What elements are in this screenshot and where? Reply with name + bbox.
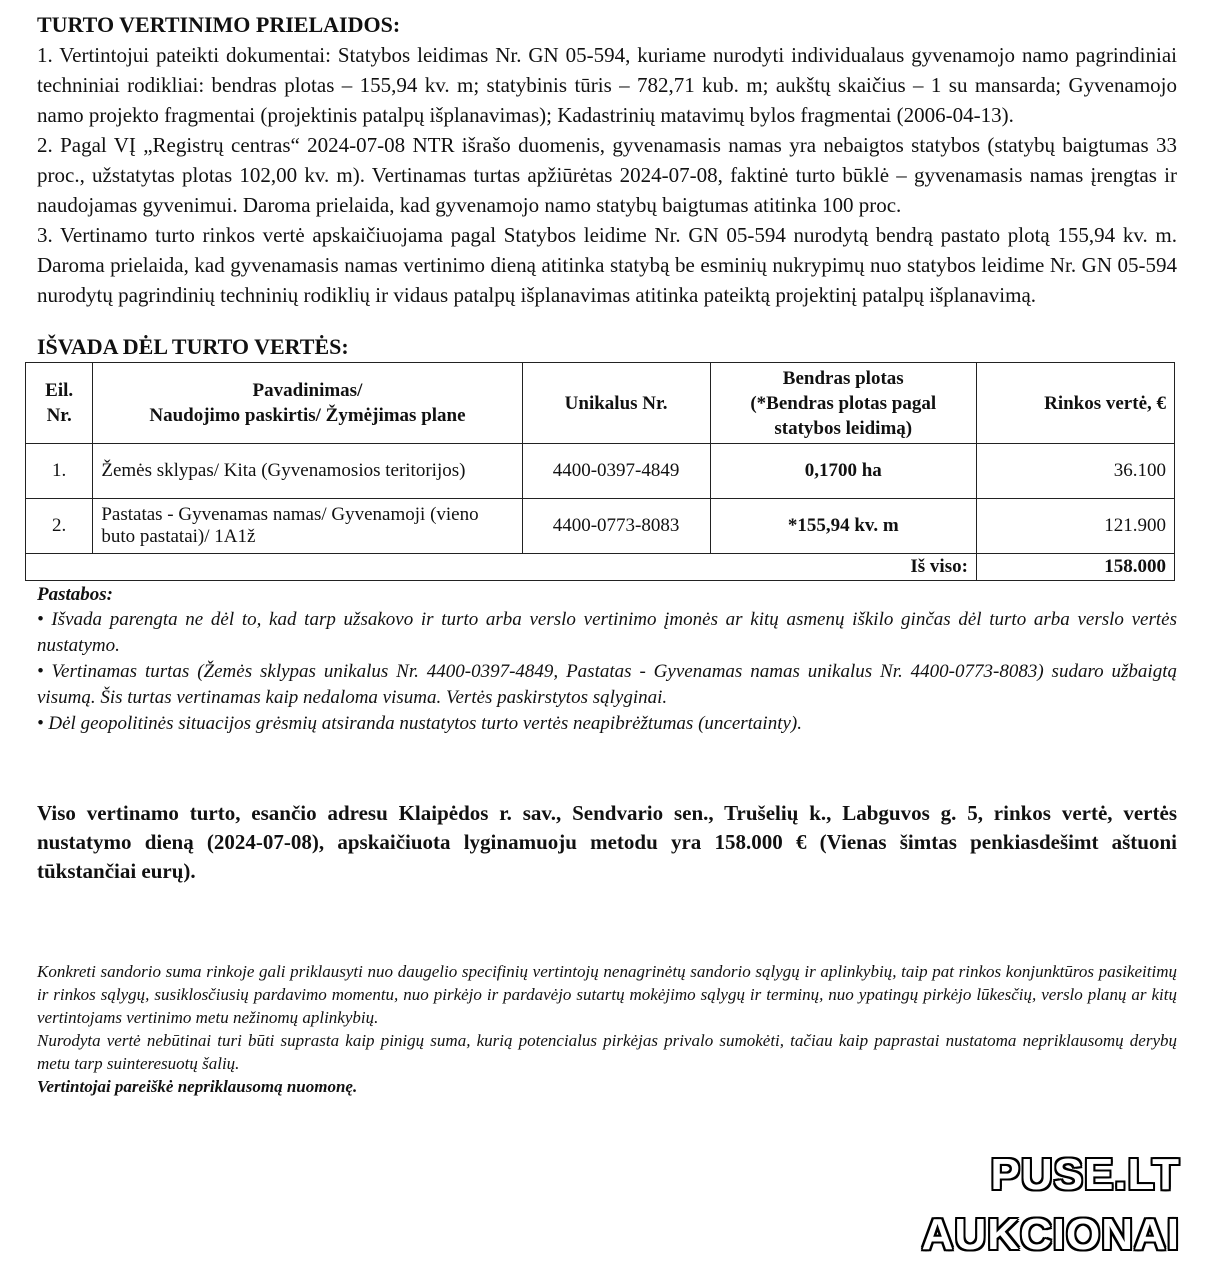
row-area: 0,1700 ha xyxy=(710,444,976,499)
note-2: • Vertinamas turtas (Žemės sklypas unikalus Nr. 4400-0397-4849, Pastatas - Gyvenamas namas unikalus Nr. 4400-0773-8083) sudaro užbaigtą visumą. Šis turtas vertinamas kaip nedaloma visuma. Vertės paskirstytos sąlyginai. xyxy=(37,661,1177,708)
header-area: Bendras plotas (*Bendras plotas pagal statybos leidimą) xyxy=(710,363,976,444)
row-value: 36.100 xyxy=(976,444,1174,499)
table-header-row xyxy=(26,363,1175,444)
header-value: Rinkos vertė, € xyxy=(976,363,1174,444)
valuation-table xyxy=(25,362,1175,581)
row-value: 121.900 xyxy=(976,499,1174,554)
total-label: Iš viso: xyxy=(26,554,977,581)
assumption-2: 2. Pagal VĮ „Registrų centras“ 2024-07-08 NTR išrašo duomenis, gyvenamasis namas yra nebaigtos statybos (statybų baigtumas 33 proc., užstatytas plotas 102,00 kv. m). Vertinamas turtas apžiūrėtas 2024-07-08, faktinė turto būklė – gyvenamasis namas įrengtas ir naudojamas gyvenimui. Daroma prielaida, kad gyvenamojo namo statybų baigtumas atitinka 100 proc. xyxy=(37,133,1177,217)
table-row xyxy=(26,444,1175,499)
row-uid: 4400-0773-8083 xyxy=(522,499,710,554)
valuation-conclusion: Viso vertinamo turto, esančio adresu Klaipėdos r. sav., Sendvario sen., Trušelių k., Labguvos g. 5, rinkos vertė, vertės nustatymo dieną (2024-07-08), apskaičiuota lyginamuoju metodu yra 158.000 € (Vienas šimtas penkiasdešimt aštuoni tūkstančiai eurų). xyxy=(37,801,1177,883)
row-nr: 2. xyxy=(26,499,93,554)
row-area: *155,94 kv. m xyxy=(710,499,976,554)
note-1: • Išvada parengta ne dėl to, kad tarp užsakovo ir turto arba verslo vertinimo įmonės ar kitų asmenų iškilo ginčas dėl turto arba verslo vertės nustatymo. xyxy=(37,609,1177,656)
document-page xyxy=(37,10,1177,1098)
row-uid: 4400-0397-4849 xyxy=(522,444,710,499)
disclaimer-3: Vertintojai pareiškė nepriklausomą nuomonę. xyxy=(37,1077,358,1096)
row-name: Žemės sklypas/ Kita (Gyvenamosios teritorijos) xyxy=(93,444,522,499)
assumption-3: 3. Vertinamo turto rinkos vertė apskaičiuojama pagal Statybos leidime Nr. GN 05-594 nurodytą bendrą pastato plotą 155,94 kv. m. Daroma prielaida, kad gyvenamasis namas vertinimo dieną atitinka statybą be esminių nukrypimų nuo statybos leidime Nr. GN 05-594 nurodytų pagrindinių techninių rodiklių ir vidaus patalpų išplanavimas atitinka pateiktą projektinį patalpų išplanavimą. xyxy=(37,223,1177,307)
notes-title: Pastabos: xyxy=(37,584,113,605)
watermark-aukcionai: AUKCIONAI xyxy=(921,1210,1180,1259)
disclaimer-2: Nurodyta vertė nebūtinai turi būti suprasta kaip pinigų suma, kurią potencialus pirkėjas privalo sumokėti, tačiau kaip paprastai nustatoma nepriklausomų derybų metu tarp suinteresuotų šalių. xyxy=(37,1031,1177,1073)
table-row xyxy=(26,499,1175,554)
disclaimer-1: Konkreti sandorio suma rinkoje gali priklausyti nuo daugelio specifinių vertintojų nenagrinėtų sandorio sąlygų ir aplinkybių, taip pat rinkos konjunktūros pasikeitimų ir rinkos sąlygų, susiklosčiusių pardavimo momentu, nuo pirkėjo ir pardavėjo sutartų mokėjimo sąlygų ir terminų, nuo ypatingų pirkėjo lūkesčių, verslo planų ar kitų vertintojams vertinimo metu nežinomų aplinkybių. xyxy=(37,962,1177,1027)
valuation-title: IŠVADA DĖL TURTO VERTĖS: xyxy=(37,334,349,359)
total-value: 158.000 xyxy=(976,554,1174,581)
header-name: Pavadinimas/ Naudojimo paskirtis/ Žymėjimas plane xyxy=(93,363,522,444)
table-total-row xyxy=(26,554,1175,581)
assumption-1: 1. Vertintojui pateikti dokumentai: Statybos leidimas Nr. GN 05-594, kuriame nurodyti individualaus gyvenamojo namo pagrindiniai techniniai rodikliai: bendras plotas – 155,94 kv. m; statybinis tūris – 782,71 kub. m; aukštų skaičius – 1 su mansarda; Gyvenamojo namo projekto fragmentai (projektinis patalpų išplanavimas); Kadastrinių matavimų bylos fragmentai (2006-04-13). xyxy=(37,43,1177,127)
watermark-puse: PUSE.LT xyxy=(990,1150,1180,1199)
assumptions-title: TURTO VERTINIMO PRIELAIDOS: xyxy=(37,12,401,37)
row-name: Pastatas - Gyvenamas namas/ Gyvenamoji (vieno buto pastatai)/ 1A1ž xyxy=(93,499,522,554)
note-3: • Dėl geopolitinės situacijos grėsmių atsiranda nustatytos turto vertės neapibrėžtumas (uncertainty). xyxy=(37,713,803,734)
header-uid: Unikalus Nr. xyxy=(522,363,710,444)
header-nr: Eil. Nr. xyxy=(26,363,93,444)
row-nr: 1. xyxy=(26,444,93,499)
